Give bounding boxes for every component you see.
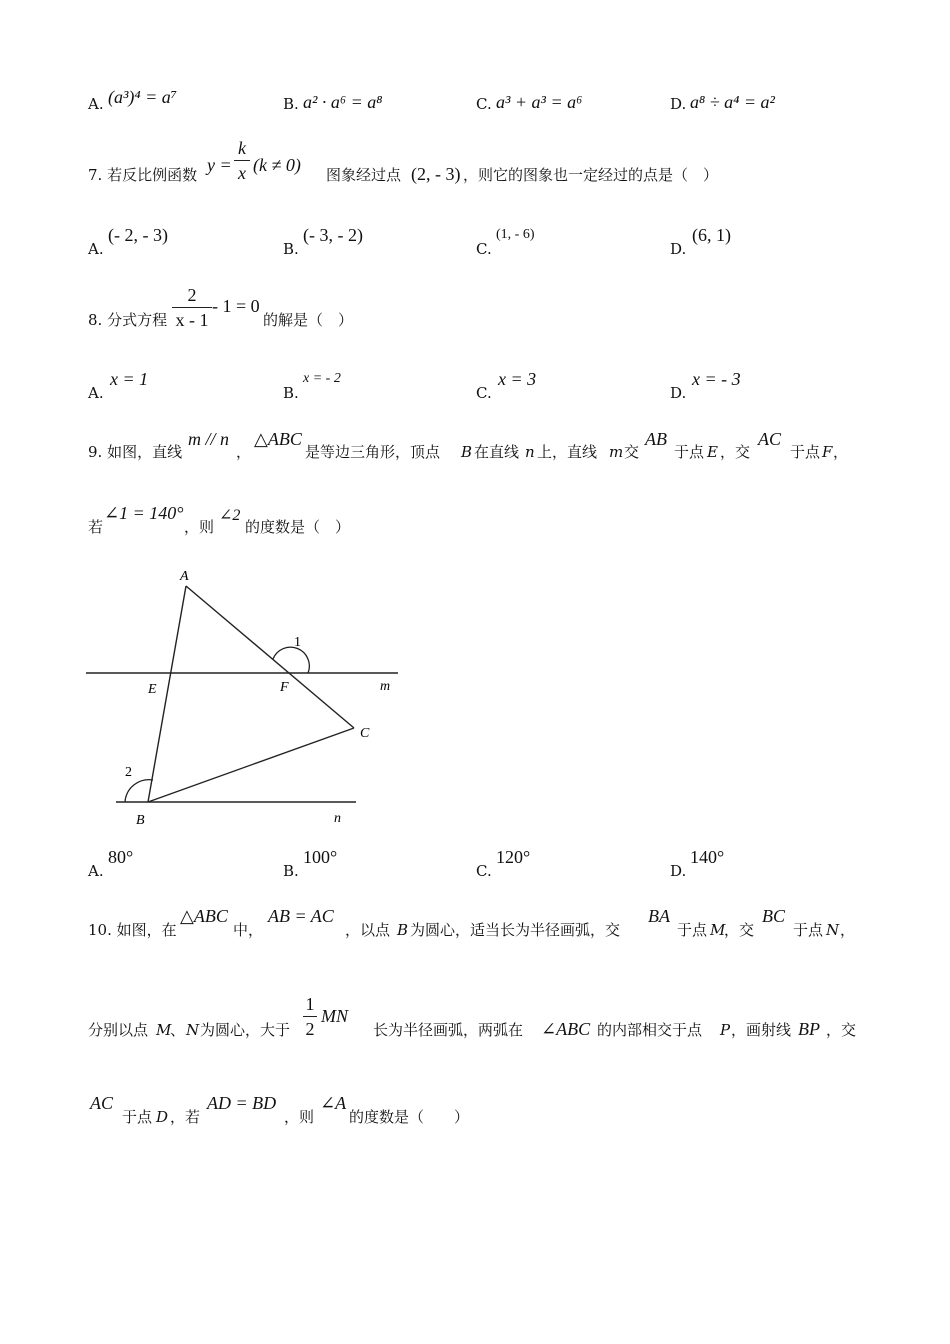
q6-option-a-expr: (a³)⁴ = a⁷ — [108, 87, 178, 107]
q6-option-c-expr: a³ + a³ = a⁶ — [496, 92, 583, 112]
q8-option-d-expr: x = - 3 — [692, 369, 741, 389]
q9-option-a-label: A. — [88, 862, 104, 880]
label-m: m — [380, 679, 391, 694]
q6-option-d-label: D. — [670, 95, 687, 113]
q7-option-a-label: A. — [88, 240, 104, 258]
q9-line-n: n — [525, 443, 535, 461]
q10-point-m2: M — [156, 1021, 172, 1039]
q10-point-n2: N — [186, 1021, 200, 1039]
q7-option-c-label: C. — [476, 240, 492, 258]
q9-angle2: ∠2 — [219, 507, 241, 524]
q9-text3: 上，直线 — [537, 443, 598, 461]
q8-option-d-label: D. — [670, 384, 687, 402]
q7-func-denominator: x — [238, 163, 246, 183]
q9-segment-ac: AC — [758, 429, 782, 449]
q7-option-c-expr: (1, - 6) — [496, 227, 535, 242]
q8-denominator: x - 1 — [175, 310, 209, 330]
q8-fraction — [172, 286, 212, 329]
q10-ray-ba: BA — [648, 906, 670, 926]
q7-func-numerator: k — [238, 138, 246, 158]
q10-text7: ， — [840, 921, 856, 939]
q9-line2-mid: ，则 — [184, 518, 215, 536]
q6-option-d-expr: a⁸ ÷ a⁴ = a² — [690, 92, 775, 112]
q7-fraction-bar — [234, 160, 250, 161]
q10-point-n: N — [826, 921, 840, 939]
q10-triangle: △ABC — [180, 906, 228, 926]
q9-option-a-expr: 80° — [108, 847, 134, 867]
q9-option-b-label: B. — [283, 862, 299, 880]
q10-half-denominator: 2 — [305, 1019, 315, 1039]
q8-option-c-label: C. — [476, 384, 492, 402]
segment-ac — [186, 586, 354, 728]
q10-segment-mn: MN — [321, 1006, 348, 1026]
q10-line3-text3: ，则 — [284, 1108, 315, 1126]
q10-angle-abc: ∠ABC — [541, 1019, 591, 1039]
q9-point-b: B — [461, 443, 473, 461]
q8-option-a-label: A. — [88, 384, 104, 402]
q10-prefix: 10. 如图，在 — [88, 921, 177, 939]
q10-line2-text5: ，交 — [826, 1021, 857, 1039]
label-b: B — [136, 813, 145, 828]
q8-suffix: 的解是（ ） — [263, 311, 354, 329]
q6-option-b-label: B. — [283, 95, 299, 113]
q9-option-d-expr: 140° — [690, 847, 725, 867]
q10-line3-text1: 于点 — [122, 1108, 153, 1126]
angle-1-arc — [273, 647, 309, 673]
q9-figure — [80, 560, 410, 835]
q10-half-fraction — [303, 995, 317, 1038]
q10-equal: AB = AC — [268, 906, 334, 926]
q10-separator: 、 — [170, 1021, 186, 1039]
q8-numerator: 2 — [187, 285, 197, 305]
q10-line3-text2: ，若 — [170, 1108, 201, 1126]
q10-line2-text2: 长为半径画弧，两弧在 — [373, 1021, 524, 1039]
q9-text4: 交 — [624, 443, 640, 461]
q6-option-b-expr: a² · a⁶ = a⁸ — [303, 92, 383, 112]
q7-point: (2, - 3) — [411, 164, 461, 184]
q10-line2-prefix: 分别以点 — [88, 1021, 149, 1039]
q10-text2: ，以点 — [345, 921, 391, 939]
q10-angle-a: ∠A — [320, 1093, 347, 1113]
q8-option-b-label: B. — [283, 384, 299, 402]
label-angle-1: 1 — [294, 635, 301, 650]
q9-text6: ，交 — [720, 443, 751, 461]
q9-comma: ， — [236, 443, 252, 461]
label-c: C — [360, 726, 370, 741]
q9-option-c-expr: 120° — [496, 847, 531, 867]
q10-point-b: B — [397, 921, 409, 939]
q10-text4: 于点 — [677, 921, 708, 939]
q10-ray-bc: BC — [762, 906, 786, 926]
q9-line-m: m — [609, 443, 624, 461]
q10-text5: ，交 — [724, 921, 755, 939]
q7-option-b-expr: (- 3, - 2) — [303, 225, 363, 245]
q9-angle1: ∠1 = 140° — [104, 503, 184, 523]
segment-bc — [148, 728, 354, 802]
q10-ray-bp: BP — [798, 1019, 820, 1039]
q9-line2-prefix: 若 — [88, 518, 104, 536]
q9-option-c-label: C. — [476, 862, 492, 880]
q9-text2: 在直线 — [474, 443, 520, 461]
q8-prefix: 8. 分式方程 — [88, 311, 168, 329]
q10-text3: 为圆心，适当长为半径画弧，交 — [410, 921, 621, 939]
q10-half-numerator: 1 — [305, 994, 315, 1014]
q10-ad-bd: AD = BD — [207, 1093, 277, 1113]
q6-option-c-label: C. — [476, 95, 492, 113]
q9-text7: 于点 — [790, 443, 821, 461]
label-f: F — [280, 680, 289, 695]
q7-prefix: 7. 若反比例函数 — [88, 166, 198, 184]
q7-suffix: ，则它的图象也一定经过的点是（ ） — [463, 166, 719, 184]
q7-option-a-expr: (- 2, - 3) — [108, 225, 168, 245]
q9-parallel: m // n — [188, 429, 230, 449]
q9-text8: ， — [833, 443, 849, 461]
label-angle-2: 2 — [125, 765, 132, 780]
q10-line2-text4: ，画射线 — [731, 1021, 792, 1039]
q8-option-b-expr: x = - 2 — [303, 371, 341, 386]
q7-option-d-label: D. — [670, 240, 687, 258]
q9-segment-ab: AB — [645, 429, 667, 449]
q10-half-bar — [303, 1016, 317, 1017]
q7-middle: 图象经过点 — [326, 166, 402, 184]
q10-text6: 于点 — [793, 921, 824, 939]
q10-point-m: M — [710, 921, 726, 939]
q9-prefix: 9. 如图，直线 — [88, 443, 183, 461]
q9-text5: 于点 — [674, 443, 705, 461]
q8-fraction-bar — [172, 307, 212, 308]
q9-option-d-label: D. — [670, 862, 687, 880]
q9-point-e: E — [707, 443, 718, 461]
q10-line2-text1: 为圆心，大于 — [200, 1021, 291, 1039]
q10-line3-text4: 的度数是（ ） — [349, 1108, 470, 1126]
q9-option-b-expr: 100° — [303, 847, 338, 867]
q7-func-fraction — [234, 139, 250, 182]
q9-point-f: F — [822, 443, 833, 461]
q8-tail: - 1 = 0 — [212, 296, 260, 316]
q6-option-a-label: A. — [88, 95, 104, 113]
label-n: n — [334, 811, 341, 826]
q10-text1: 中， — [233, 921, 264, 939]
q9-text1: 是等边三角形，顶点 — [305, 443, 441, 461]
q8-option-c-expr: x = 3 — [498, 369, 537, 389]
q10-point-d: D — [156, 1108, 169, 1126]
q10-line2-text3: 的内部相交于点 — [597, 1021, 703, 1039]
q7-func-lhs: y = — [207, 155, 232, 175]
q8-option-a-expr: x = 1 — [110, 369, 149, 389]
q7-option-b-label: B. — [283, 240, 299, 258]
q9-line2-suffix: 的度数是（ ） — [245, 518, 351, 536]
label-e: E — [148, 682, 157, 697]
q7-option-d-expr: (6, 1) — [692, 225, 731, 245]
q9-triangle: △ABC — [254, 429, 302, 449]
q10-line3-ac: AC — [90, 1093, 114, 1113]
label-a: A — [180, 569, 189, 584]
q10-point-p: P — [720, 1021, 731, 1039]
q7-func-condition: (k ≠ 0) — [253, 155, 301, 175]
